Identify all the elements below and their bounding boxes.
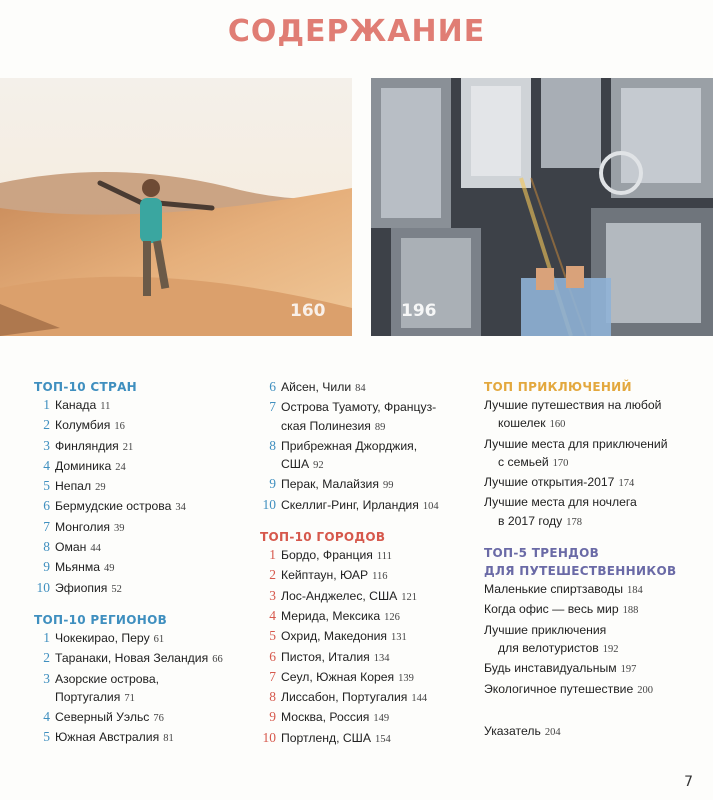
- toc-entry[interactable]: [34, 396, 244, 416]
- entry-title: Когда офис — весь мир: [484, 602, 619, 617]
- entry-page: 104: [422, 500, 439, 512]
- section-title-top10-cities: ТОП-10 ГОРОДОВ: [260, 530, 386, 545]
- toc-entry[interactable]: [34, 457, 244, 477]
- entry-title: Москва, Россия: [281, 710, 370, 725]
- desert-photo: [0, 78, 352, 336]
- entry-number: 6: [269, 648, 276, 664]
- section-title-top10-regions: ТОП-10 РЕГИОНОВ: [34, 612, 168, 627]
- entry-title: Южная Австралия: [55, 730, 160, 745]
- entry-page: 170: [552, 457, 569, 469]
- index-entry[interactable]: [484, 722, 684, 742]
- entry-number: 4: [269, 607, 276, 623]
- photo-left-page: 160: [290, 301, 326, 321]
- entry-page: 192: [602, 643, 619, 655]
- entry-number: 2: [269, 567, 276, 583]
- toc-entry[interactable]: [484, 473, 684, 493]
- entry-page: 66: [212, 654, 223, 666]
- entry-title: Скеллиг-Ринг, Ирландия: [281, 497, 419, 512]
- entry-title: Таранаки, Новая Зеландия: [55, 651, 209, 666]
- entry-title: Острова Туамоту, Француз-: [281, 400, 437, 415]
- entry-page: 34: [175, 502, 186, 514]
- entry-page: 144: [411, 693, 428, 705]
- column-2: [260, 378, 470, 749]
- entry-number: 5: [43, 478, 50, 494]
- entry-page: 52: [111, 583, 122, 595]
- entry-title: Пистоя, Италия: [281, 649, 370, 664]
- entry-number: 10: [262, 496, 276, 512]
- section-title-top-adventures: ТОП ПРИКЛЮЧЕНИЙ: [484, 380, 632, 394]
- entry-title: Канада: [55, 398, 97, 412]
- entry-page: 61: [153, 633, 165, 645]
- toc-entry[interactable]: [260, 437, 470, 476]
- entry-page: 84: [355, 383, 366, 394]
- entry-title: Охрид, Македония: [281, 629, 387, 644]
- entry-number: 9: [269, 476, 276, 492]
- index-label: Указатель: [484, 723, 541, 738]
- entry-page: 81: [163, 733, 174, 745]
- entry-title: Портленд, США: [281, 730, 371, 745]
- entry-page: 16: [114, 421, 125, 433]
- entry-title: Прибрежная Джорджия,: [281, 438, 418, 453]
- toc-entry[interactable]: [260, 496, 470, 516]
- entry-page: 44: [90, 543, 101, 555]
- entry-number: 7: [43, 518, 50, 534]
- entry-page: 21: [122, 441, 134, 453]
- entry-title: Бермудские острова: [55, 499, 172, 514]
- entry-title: Лучшие приключения: [484, 622, 607, 637]
- page-number: 7: [684, 774, 693, 790]
- entry-title: Финляндия: [55, 438, 119, 453]
- entry-page: 29: [95, 482, 106, 494]
- entry-page: 71: [124, 692, 135, 704]
- entry-title: Перак, Малайзия: [281, 477, 379, 492]
- toc-entry[interactable]: [484, 580, 684, 600]
- entry-title: Доминика: [55, 458, 112, 473]
- entry-number: 3: [43, 670, 50, 686]
- entry-title: Мьянма: [55, 560, 100, 575]
- toc-entry[interactable]: [34, 649, 244, 669]
- index-page: 204: [544, 726, 561, 738]
- toc-entry[interactable]: [260, 607, 470, 627]
- entry-page: 126: [384, 611, 400, 623]
- entry-title: Лучшие путешествия на любой: [484, 398, 662, 412]
- entry-number: 10: [36, 579, 50, 595]
- toc-entry[interactable]: [484, 493, 684, 532]
- entry-title: Лучшие места для приключений: [484, 436, 668, 451]
- entry-page: 76: [153, 713, 164, 725]
- entry-page: 154: [374, 733, 391, 745]
- toc-entry[interactable]: [260, 587, 470, 607]
- toc-entry[interactable]: [34, 728, 244, 748]
- toc-entry[interactable]: [260, 648, 470, 668]
- section-title-top10-countries: ТОП-10 СТРАН: [34, 380, 138, 394]
- toc-entry[interactable]: [34, 538, 244, 558]
- entry-page: 11: [100, 401, 111, 412]
- entry-title-continuation: для велотуристов: [498, 640, 599, 655]
- entry-title: Сеул, Южная Корея: [281, 669, 395, 684]
- entry-page: 139: [398, 672, 414, 684]
- entry-title: Северный Уэльс: [55, 710, 150, 725]
- entry-title: Чокекирао, Перу: [55, 630, 150, 645]
- entry-number: 5: [269, 628, 276, 644]
- toc-entry[interactable]: [260, 729, 470, 749]
- city-rooftop-photo: [371, 78, 713, 336]
- entry-page: 24: [115, 461, 126, 473]
- toc-entry[interactable]: [260, 475, 470, 495]
- entry-title: Лос-Анджелес, США: [281, 588, 398, 603]
- entry-page: 178: [566, 516, 583, 528]
- toc-entry[interactable]: [260, 668, 470, 688]
- entry-number: 6: [43, 498, 50, 514]
- entry-number: 7: [269, 668, 276, 684]
- toc-entry[interactable]: [34, 708, 244, 728]
- entry-title: Монголия: [55, 519, 111, 534]
- toc-entry[interactable]: [34, 497, 244, 517]
- entry-page: 149: [373, 713, 390, 725]
- toc-entry[interactable]: [260, 378, 470, 398]
- toc-entry[interactable]: [484, 396, 684, 435]
- entry-title: Лучшие открытия-2017: [484, 475, 615, 490]
- entry-number: 1: [43, 629, 50, 645]
- entry-page: 92: [313, 460, 324, 472]
- entry-number: 1: [43, 397, 50, 412]
- entry-title: Лиссабон, Португалия: [281, 690, 408, 705]
- toc-entry[interactable]: [484, 600, 684, 620]
- toc-entry[interactable]: [34, 518, 244, 538]
- toc-entry[interactable]: [34, 670, 244, 709]
- entry-title-continuation: с семьей: [498, 454, 549, 469]
- toc-entry[interactable]: [484, 659, 684, 679]
- page-title: СОДЕРЖАНИЕ: [227, 14, 486, 49]
- entry-title: Мерида, Мексика: [281, 608, 381, 623]
- entry-title: Непал: [55, 479, 92, 494]
- entry-number: 4: [43, 709, 50, 725]
- entry-number: 8: [43, 539, 50, 555]
- entry-page: 184: [627, 585, 643, 597]
- toc-entry[interactable]: [484, 621, 684, 660]
- entry-title-continuation: ская Полинезия: [281, 418, 371, 433]
- entry-title: Айсен, Чили: [281, 380, 352, 394]
- toc-entry[interactable]: [484, 680, 684, 700]
- entry-number: 3: [43, 437, 50, 453]
- entry-page: 121: [401, 591, 418, 603]
- entry-number: 5: [43, 729, 50, 745]
- entry-page: 174: [618, 478, 635, 490]
- entry-page: 200: [637, 684, 653, 696]
- entry-page: 131: [390, 632, 407, 644]
- entry-page: 49: [104, 563, 115, 575]
- toc-entry[interactable]: [34, 558, 244, 578]
- toc-entry[interactable]: [34, 629, 244, 649]
- column-1: [34, 378, 244, 749]
- entry-page: 39: [114, 522, 125, 534]
- toc-entry[interactable]: [34, 416, 244, 436]
- entry-number: 9: [269, 709, 276, 725]
- entry-title: Будь инставидуальным: [484, 661, 617, 676]
- section-title-top5-trends-line1: ТОП-5 ТРЕНДОВ: [484, 546, 600, 561]
- toc-entry[interactable]: [260, 627, 470, 647]
- entry-number: 7: [269, 399, 276, 415]
- photo-right-page: 196: [401, 301, 437, 321]
- entry-number: 4: [43, 457, 50, 473]
- entry-title: Колумбия: [55, 418, 111, 433]
- entry-page: 188: [622, 605, 639, 617]
- desert-photo-image: [0, 78, 352, 336]
- entry-title: Оман: [55, 540, 87, 555]
- entry-title: Эфиопия: [55, 580, 108, 595]
- toc-entry[interactable]: [34, 477, 244, 497]
- toc-entry[interactable]: [34, 437, 244, 457]
- toc-entry[interactable]: [484, 435, 684, 474]
- entry-title-continuation: в 2017 году: [498, 513, 563, 528]
- entry-number: 2: [43, 417, 50, 433]
- city-rooftop-image: [371, 78, 713, 336]
- entry-page: 160: [549, 419, 566, 431]
- entry-number: 9: [43, 559, 50, 575]
- entry-title-continuation: США: [281, 457, 310, 472]
- entry-title: Бордо, Франция: [281, 548, 373, 563]
- entry-number: 10: [262, 729, 276, 745]
- entry-number: 3: [269, 587, 276, 603]
- entry-title: Экологичное путешествие: [484, 681, 634, 696]
- entry-title: Азорские острова,: [55, 671, 160, 686]
- toc-entry[interactable]: [260, 398, 470, 437]
- entry-title-continuation: кошелек: [498, 416, 546, 431]
- entry-number: 8: [269, 437, 276, 453]
- column-3: [484, 378, 684, 742]
- entry-title: Кейптаун, ЮАР: [281, 568, 369, 583]
- entry-number: 1: [269, 547, 276, 563]
- entry-page: 89: [374, 421, 386, 433]
- entry-page: 99: [382, 480, 394, 492]
- toc-entry[interactable]: [34, 579, 244, 599]
- toc-entry[interactable]: [260, 566, 470, 586]
- entry-title: Лучшие места для ночлега: [484, 495, 637, 510]
- entry-number: 8: [269, 689, 276, 705]
- entry-page: 134: [373, 652, 390, 664]
- toc-entry[interactable]: [260, 546, 470, 566]
- entry-page: 116: [372, 571, 388, 583]
- entry-page: 111: [376, 551, 392, 563]
- toc-entry[interactable]: [260, 708, 470, 728]
- toc-entry[interactable]: [260, 688, 470, 708]
- entry-number: 2: [43, 650, 50, 666]
- entry-title: Маленькие спиртзаводы: [484, 582, 624, 597]
- entry-number: 6: [269, 379, 276, 394]
- entry-page: 197: [620, 664, 637, 676]
- entry-title-continuation: Португалия: [55, 689, 121, 704]
- section-title-top5-trends-line2: ДЛЯ ПУТЕШЕСТВЕННИКОВ: [484, 564, 677, 579]
